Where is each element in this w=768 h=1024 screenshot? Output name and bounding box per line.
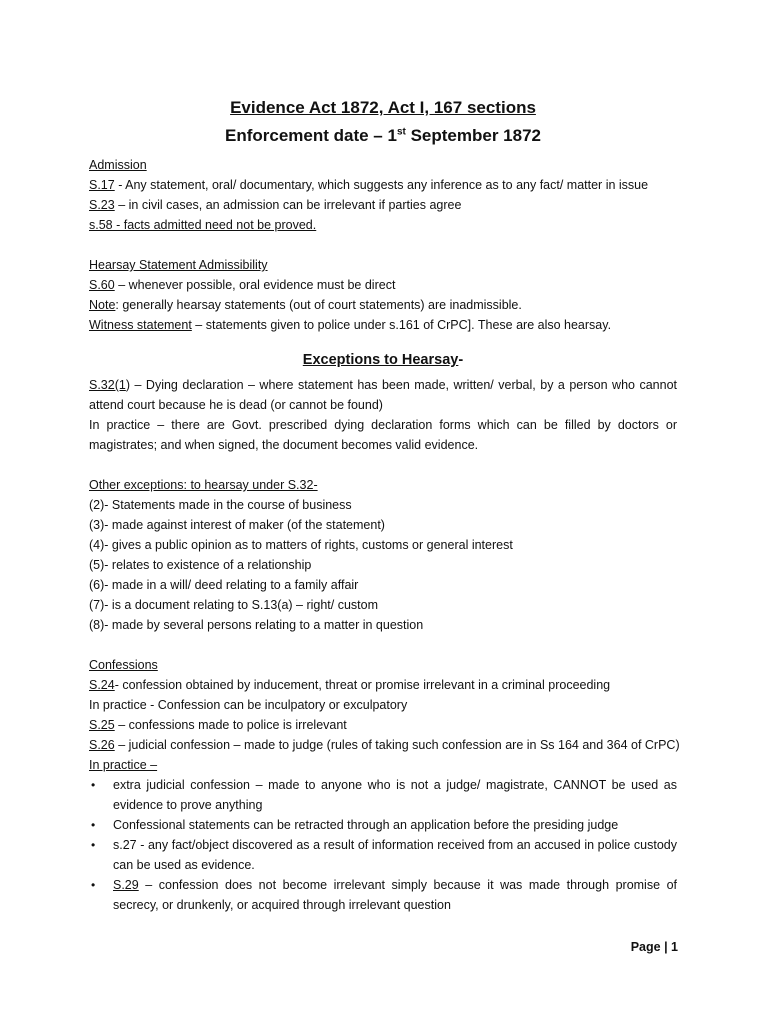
s32-text: – Dying declaration – where statement has been made, written/ verbal, by a person who cannot attend court because he is dead (or cannot be found) — [89, 378, 677, 412]
title-line-2-post: September 1872 — [405, 126, 541, 145]
admission-heading — [89, 155, 677, 175]
list-item — [89, 875, 677, 915]
other-exceptions-heading — [89, 475, 677, 495]
exceptions-heading-suffix: - — [458, 352, 464, 368]
exception-item: (7)- is a document relating to S.13(a) – right/ custom — [89, 598, 379, 612]
bullet-4-ref: S.29 — [113, 878, 139, 892]
practice-paragraph: In practice – there are Govt. prescribed dying declaration forms which can be filled by doctors or magistrates; and when signed, the document becomes valid evidence. — [89, 418, 677, 452]
document-title — [89, 95, 677, 121]
spacer — [89, 455, 677, 475]
exception-item: (3)- made against interest of maker (of the statement) — [89, 518, 385, 532]
bullet-icon: • — [91, 878, 96, 892]
page-number: Page | 1 — [630, 940, 678, 954]
practice-2-text: In practice – — [89, 758, 158, 772]
practice-1-line: In practice - Confession can be inculpatory or exculpatory — [89, 698, 408, 712]
list-item — [89, 775, 677, 815]
witness-line — [89, 315, 677, 335]
s60-ref: S.60 — [89, 278, 115, 292]
practice-bullets — [89, 775, 677, 915]
s58-text: s.58 - facts admitted need not be proved. — [89, 218, 317, 232]
s25-text: – confessions made to police is irrelevant — [114, 718, 347, 732]
s17-line — [89, 175, 677, 195]
bullet-3-text: s.27 - any fact/object discovered as a result of information received from an accused in police custody can be used as evidence. — [113, 838, 677, 872]
enforcement-date-title — [89, 123, 677, 149]
exceptions-heading-text: Exceptions to Hearsay — [302, 352, 459, 368]
s24-text: - confession obtained by inducement, threat or promise irrelevant in a criminal proceeding — [114, 678, 611, 692]
witness-label: Witness statement — [89, 318, 192, 332]
s26-line — [89, 735, 680, 755]
s32-close: ) — [125, 378, 131, 392]
admission-heading-text: Admission — [89, 158, 147, 172]
title-line-2-sup: st — [396, 126, 406, 138]
hearsay-heading — [89, 255, 677, 275]
s58-line — [89, 215, 677, 235]
s26-ref: S.26 — [89, 738, 115, 752]
witness-text: – statements given to police under s.161 of CrPC]. These are also hearsay. — [191, 318, 612, 332]
exception-item: (4)- gives a public opinion as to matters of rights, customs or general interest — [89, 538, 513, 552]
spacer — [89, 635, 677, 655]
s25-line — [89, 715, 677, 735]
bullet-2-text: Confessional statements can be retracted through an application before the presiding judge — [113, 818, 619, 832]
title-line-2-pre: Enforcement date – 1 — [225, 126, 397, 145]
bullet-icon: • — [91, 778, 96, 792]
s17-ref: S.17 — [89, 178, 115, 192]
s23-text: – in civil cases, an admission can be irrelevant if parties agree — [114, 198, 462, 212]
s25-ref: S.25 — [89, 718, 115, 732]
s60-line — [89, 275, 677, 295]
exceptions-heading — [89, 349, 677, 371]
s32-paragraph — [89, 375, 677, 415]
s26-text: – judicial confession – made to judge (rules of taking such confession are in Ss 164 and 364 of CrPC) — [114, 738, 680, 752]
confessions-heading — [89, 655, 677, 675]
bullet-1-text: extra judicial confession – made to anyone who is not a judge/ magistrate, CANNOT be used as evidence to prove anything — [113, 778, 677, 812]
bullet-icon: • — [91, 818, 96, 832]
exception-item: (5)- relates to existence of a relationship — [89, 558, 312, 572]
hearsay-heading-text: Hearsay Statement Admissibility — [89, 258, 268, 272]
s60-text: – whenever possible, oral evidence must be direct — [114, 278, 396, 292]
document-body — [89, 95, 680, 915]
note-text: : generally hearsay statements (out of court statements) are inadmissible. — [115, 298, 522, 312]
s32-ref: S.32(1 — [89, 378, 126, 392]
spacer — [89, 235, 677, 255]
bullet-4-text: – confession does not become irrelevant simply because it was made through promise of secrecy, or drunkenly, or acquired through irrelevant question — [113, 878, 677, 912]
exception-item: (2)- Statements made in the course of business — [89, 498, 352, 512]
list-item — [89, 835, 677, 875]
practice-2-line — [89, 755, 677, 775]
exception-item: (6)- made in a will/ deed relating to a family affair — [89, 578, 359, 592]
title-line-1: Evidence Act 1872, Act I, 167 sections — [230, 98, 536, 117]
list-item — [89, 815, 677, 835]
s23-line — [89, 195, 677, 215]
bullet-icon: • — [91, 838, 96, 852]
note-label: Note — [89, 298, 116, 312]
s17-text: - Any statement, oral/ documentary, which suggests any inference as to any fact/ matter in issue — [114, 178, 649, 192]
s24-ref: S.24 — [89, 678, 115, 692]
s23-ref: S.23 — [89, 198, 115, 212]
note-line — [89, 295, 677, 315]
s24-line — [89, 675, 677, 695]
other-exceptions-heading-text: Other exceptions: to hearsay under S.32- — [89, 478, 318, 492]
exception-item: (8)- made by several persons relating to a matter in question — [89, 618, 424, 632]
confessions-heading-text: Confessions — [89, 658, 158, 672]
